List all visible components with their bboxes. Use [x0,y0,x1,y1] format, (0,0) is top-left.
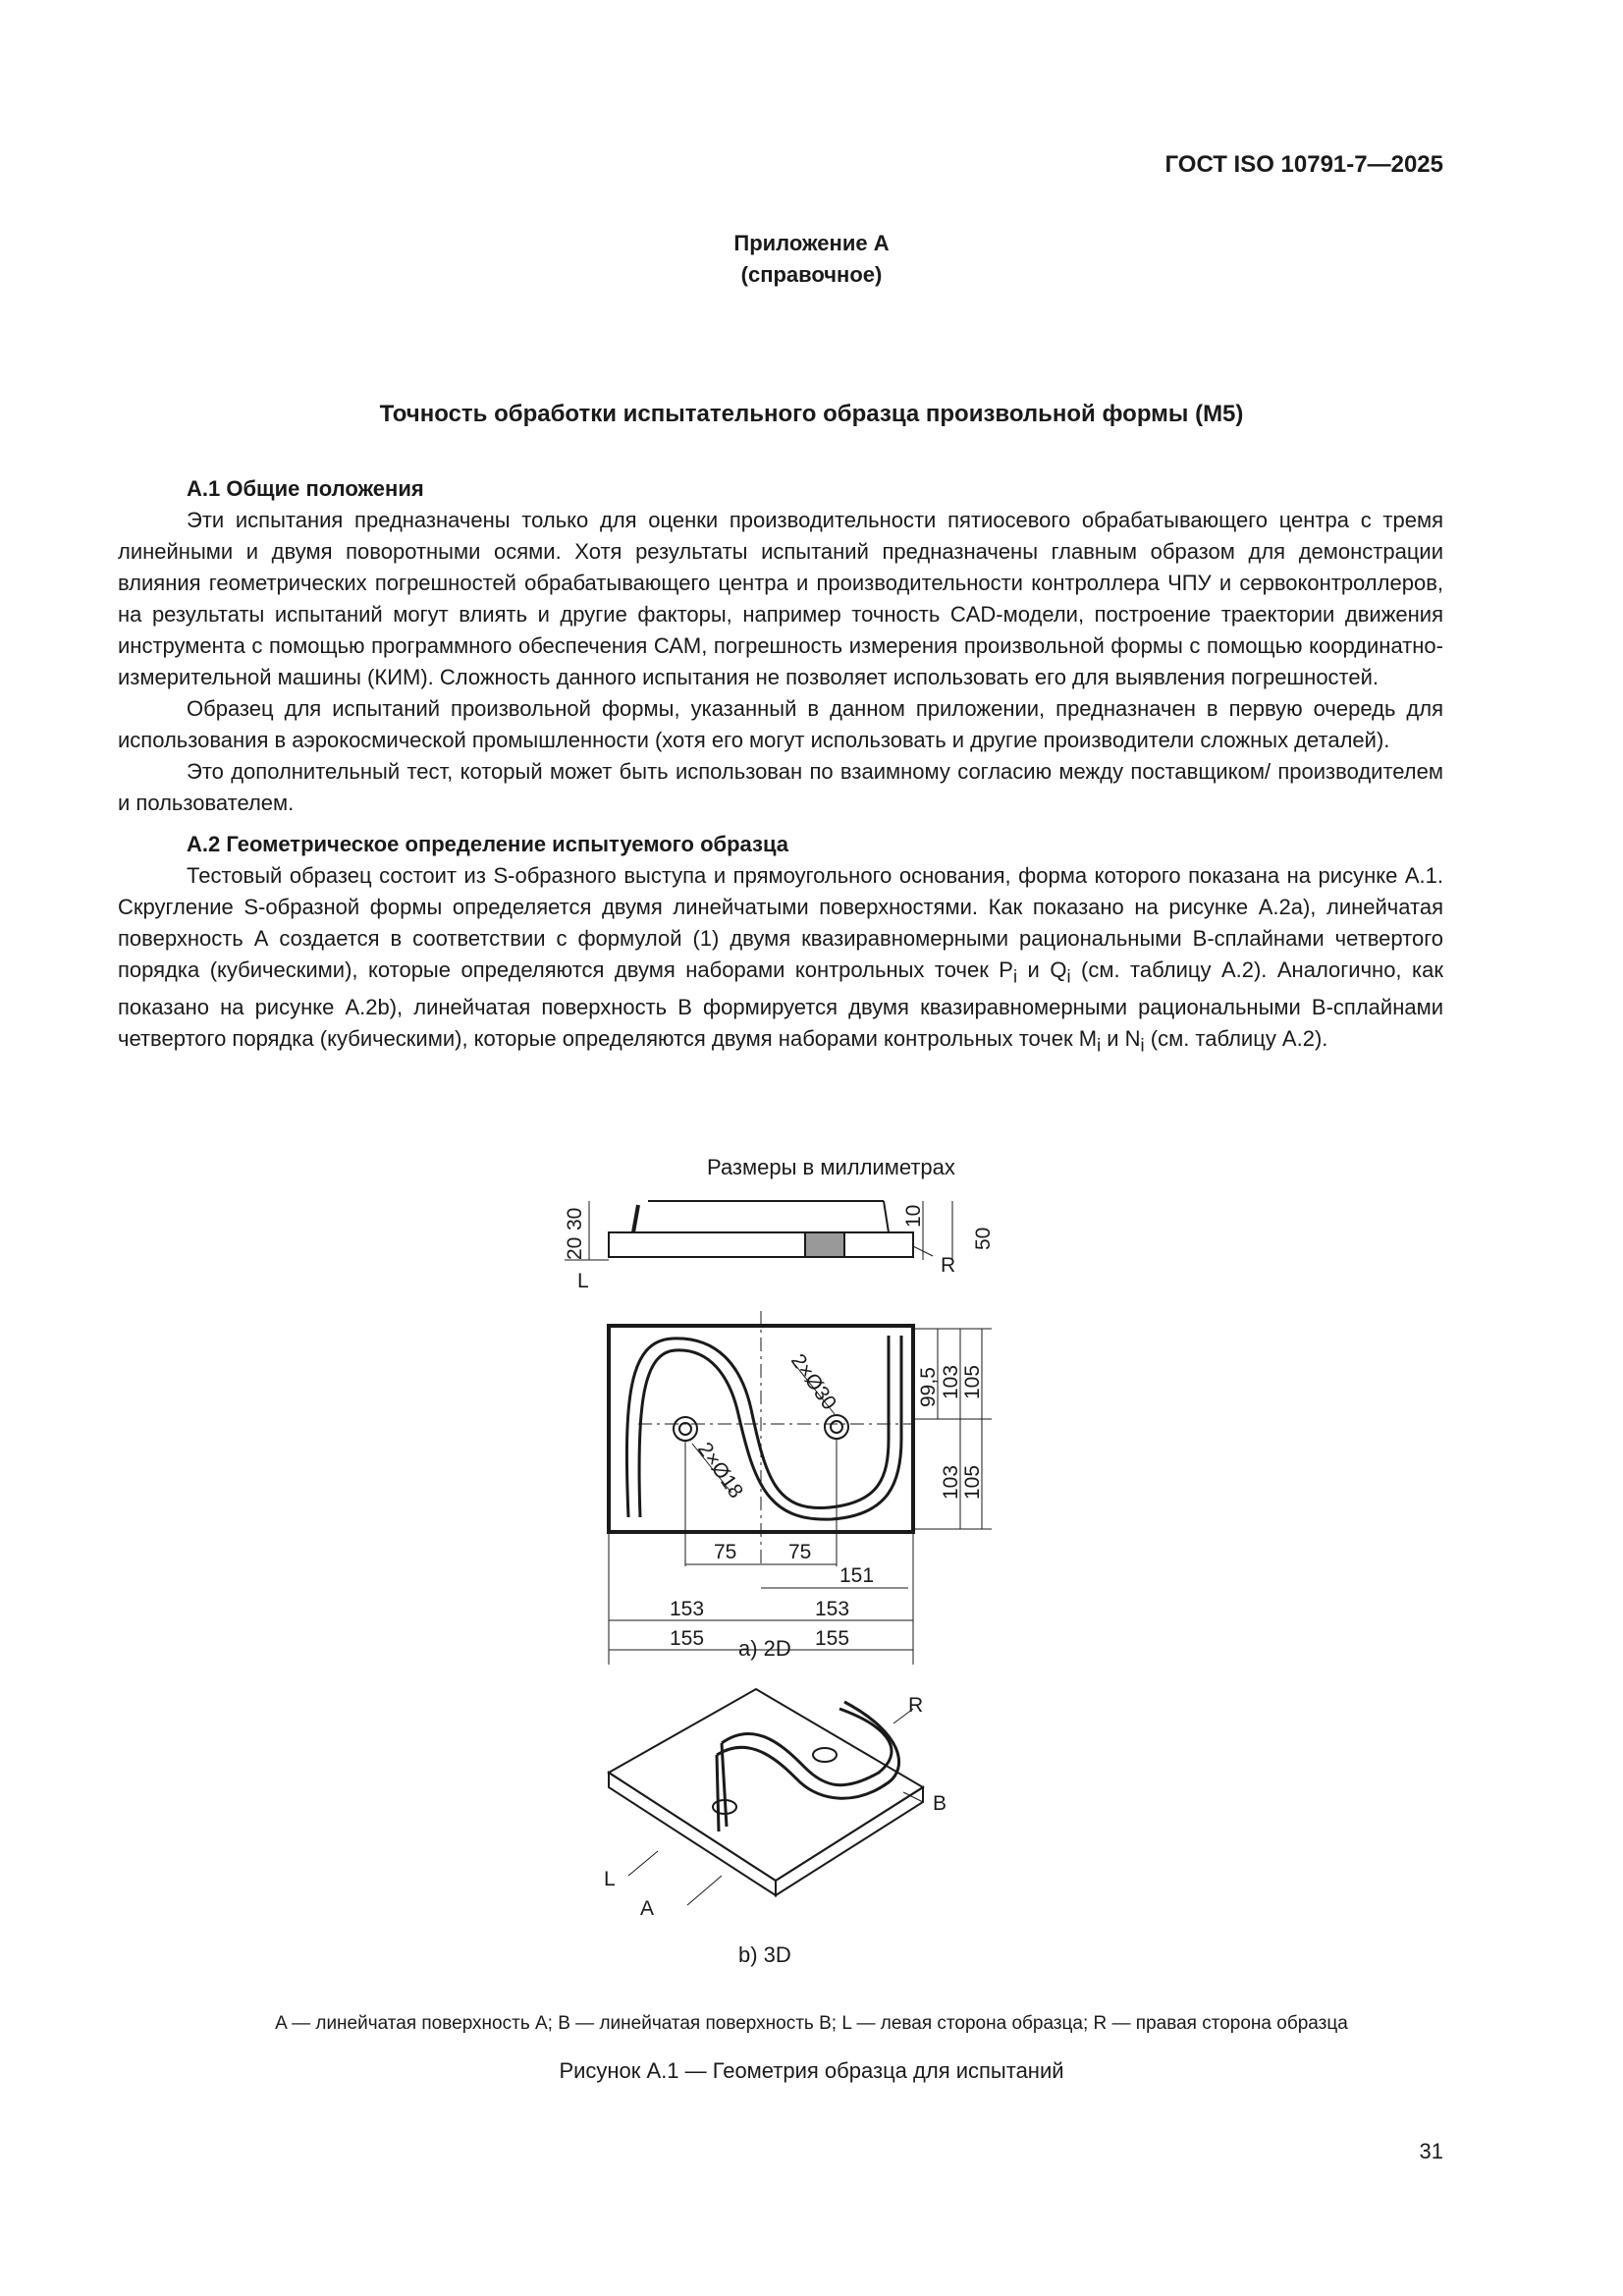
section-heading-a2: A.2 Геометрическое определение испытуемого образца [187,832,789,856]
iso-label-a: A [640,1897,655,1920]
subscript: i [1066,965,1071,987]
dim-label: 20 [564,1236,586,1260]
dim-label: 75 [788,1541,812,1563]
iso-label-r: R [908,1694,924,1717]
isometric-view [609,1689,923,1905]
iso-label-b: B [933,1792,947,1815]
figure-title: Рисунок А.1 — Геометрия образца для испытаний [559,2058,1064,2083]
side-view [565,1201,952,1260]
dim-label: 153 [670,1598,705,1620]
annex-type: (справочное) [740,262,883,287]
subscript: i [1012,965,1018,987]
paragraph-text: и N [1101,1026,1141,1052]
standard-id: ГОСТ ISO 10791-7—2025 [1164,151,1443,178]
dim-label: 30 [564,1207,586,1230]
figure-drawing [491,1154,1139,1979]
units-note: Размеры в миллиметрах [707,1155,955,1179]
technical-drawing [491,1154,1139,1979]
side-label-l: L [577,1270,589,1292]
dim-label: 103 [940,1364,962,1399]
annex-label: Приложение А [733,231,890,255]
subscript: i [1097,1034,1102,1056]
paragraph-text: (см. таблицу А.2). [1144,1026,1328,1052]
dim-label: 99,5 [917,1367,940,1407]
paragraph-text: и Q [1017,957,1067,982]
side-label-r: R [941,1254,956,1277]
paragraph: Образец для испытаний произвольной формы, указанный в данном приложении, предназначен в первую очередь для использования в аэрокосмической промышленности (хотя его могут использовать и другие производители сложных деталей). [118,696,1443,752]
caption-3d: b) 3D [738,1942,791,1967]
dim-label: 153 [815,1598,850,1620]
caption-2d: а) 2D [738,1636,791,1661]
paragraph: Это дополнительный тест, который может быть использован по взаимному согласию между поставщиком/ производителем и пользователем. [118,759,1443,815]
dim-label: 75 [714,1541,737,1563]
dim-label: 155 [815,1627,850,1650]
dim-label: 151 [839,1564,875,1587]
annex-title: Точность обработки испытательного образца произвольной формы (М5) [379,401,1244,427]
subscript: i [1140,1034,1145,1056]
section-heading-a1: A.1 Общие положения [187,476,424,501]
figure-legend: A — линейчатая поверхность A; B — линейчатая поверхность B; L — левая сторона образца; R — правая сторона образца [275,2013,1348,2034]
paragraph-text: (см. таблицу А.2). Аналогично, как показано на рисунке А.2b), линейчатая поверхность В формируется двумя квазиравномерными рациональными В-сплайнами четвертого порядка (кубическими), которые определяются двумя наборами контрольных точек M [118,957,1443,1052]
iso-label-l: L [604,1868,616,1890]
paragraph: Эти испытания предназначены только для оценки производительности пятиосевого обрабатывающего центра с тремя линейными и двумя поворотными осями. Хотя результаты испытаний предназначены главным образом для демонстрации влияния геометрических погрешностей обрабатывающего центра и производительности контроллера ЧПУ и сервоконтроллеров, на результаты испытаний могут влиять и другие факторы, например точность CAD-модели, построение траектории движения инструмента с помощью программного обеспечения САМ, погрешность измерения произвольной формы с помощью координатно-измерительной машины (КИМ). Сложность данного испытания не позволяет использовать его для выявления погрешностей. [118,508,1443,689]
dim-label: 103 [940,1464,962,1500]
page-number: 31 [1419,2139,1443,2163]
dim-label: 10 [902,1204,925,1228]
dim-label: 105 [961,1364,984,1399]
paragraph [118,860,1443,1062]
hole-label: 2×Ø30 [785,1349,841,1414]
body-text [118,473,1443,1062]
paragraph-text: Тестовый образец состоит из S-образного выступа и прямоугольного основания, форма которого показана на рисунке А.1. Скругление S-образной формы определяется двумя линейчатыми поверхностями. Как показано на рисунке А.2а), линейчатая поверхность А создается в соответствии с формулой (1) двумя квазиравномерными рациональными В-сплайнами четвертого порядка (кубическими), которые определяются двумя наборами контрольных точек P [118,863,1443,982]
hole-label: 2×Ø18 [692,1438,748,1503]
annex-heading [0,228,1623,291]
dim-label: 155 [670,1627,705,1650]
dim-label: 105 [961,1464,984,1500]
dim-label: 50 [972,1227,995,1250]
